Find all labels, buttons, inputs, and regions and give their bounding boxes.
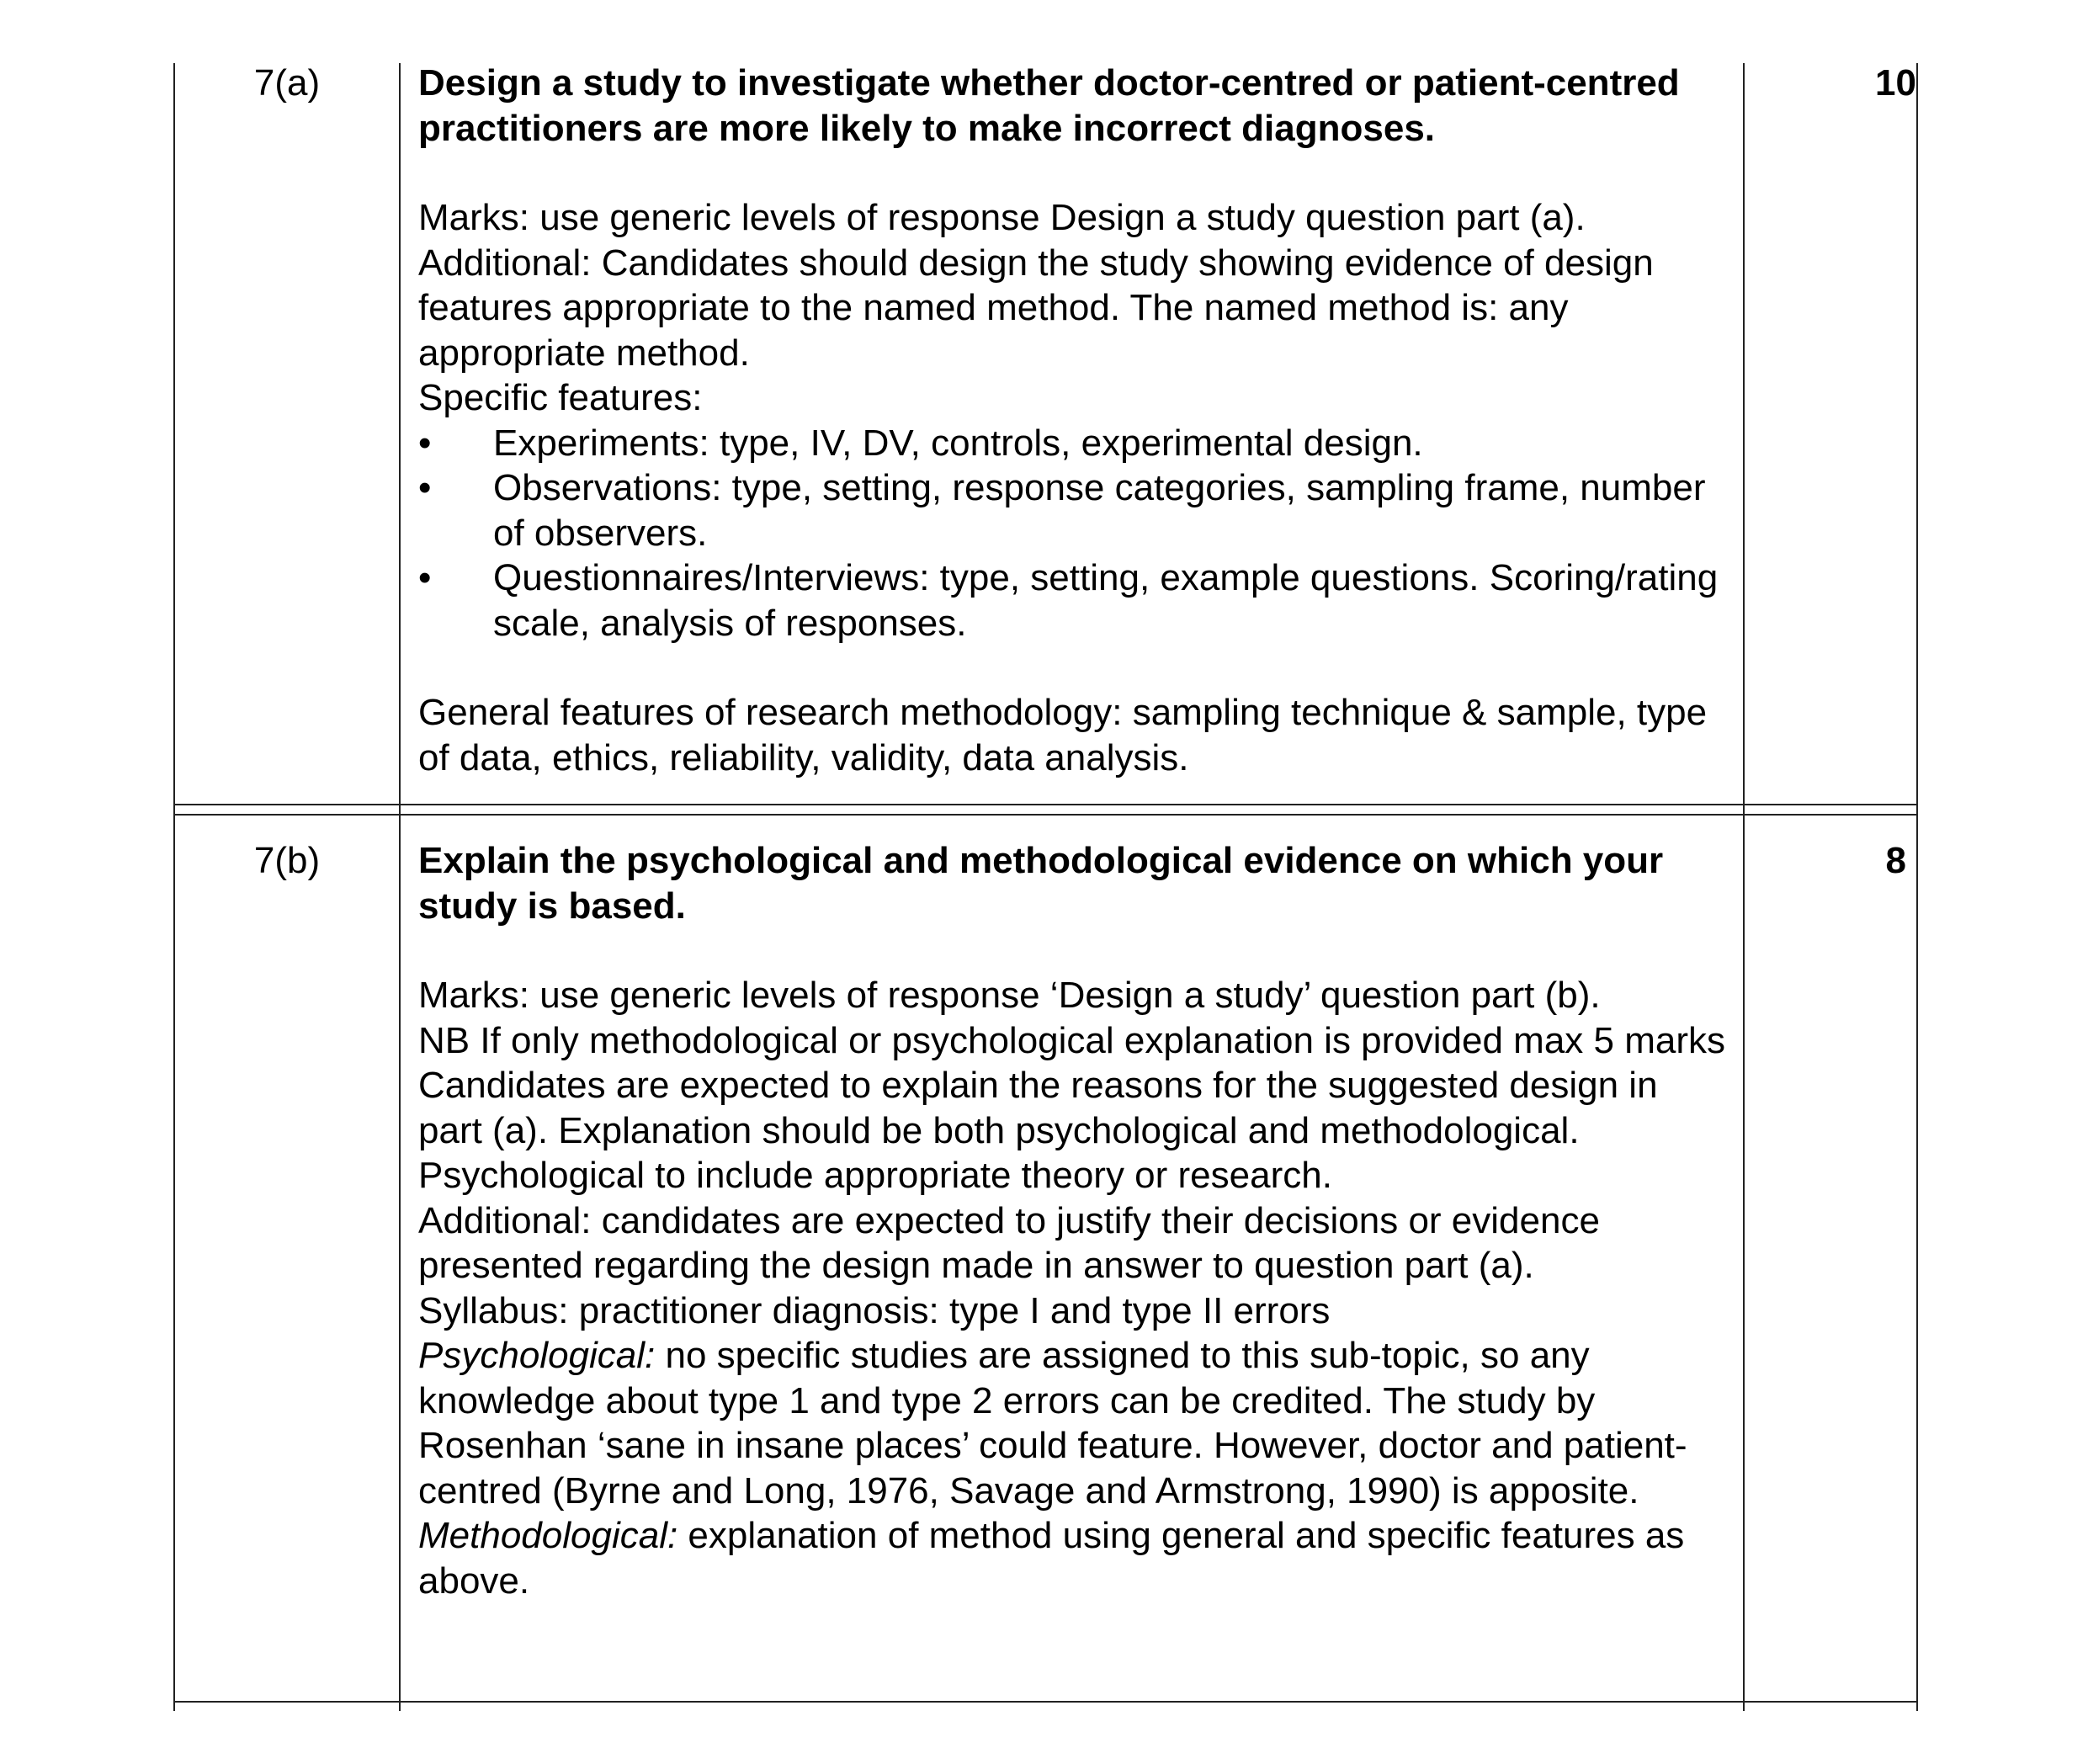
question-number: 7(a) [253,62,321,104]
guidance-line: NB If only methodological or psychological explanation is provided max 5 marks [418,1019,1725,1061]
specific-features-list [418,421,1731,646]
question-number: 7(b) [253,840,321,881]
psychological-text: no specific studies are assigned to this sub-topic, so any knowledge about type 1 and type 2 errors can be credited. The study by Rosenhan ‘sane in insane places’ could feature. However, doctor and patient-centred (Byrne and Long, 1976, Savage and Armstrong, 1990) is apposite. [418,1335,1687,1512]
table-border-left [173,63,175,1711]
psychological-label: Psychological: [418,1335,656,1376]
row-separator-top [173,804,1918,805]
guidance-line: Specific features: [418,377,703,418]
answer-cell [418,838,1731,1603]
guidance-line: Marks: use generic levels of response Design a study question part (a). [418,197,1586,238]
table-border-bottom [173,1701,1918,1703]
marks-value: 10 [1875,62,1916,104]
marks-value: 8 [1885,840,1906,881]
list-item: • Observations: type, setting, response categories, sampling frame, number of observers. [418,465,1731,555]
methodological-label: Methodological: [418,1515,678,1556]
guidance-line: Additional: candidates are expected to justify their decisions or evidence presented regarding the design made in answer to question part (a). [418,1199,1600,1286]
guidance-line: Candidates are expected to explain the reasons for the suggested design in part (a). Explanation should be both psychological and methodological. [418,1065,1658,1151]
column-divider-1 [399,63,401,1711]
psychological-paragraph [418,1333,1731,1513]
methodological-paragraph [418,1513,1731,1603]
general-features-text: General features of research methodology: sampling technique & sample, type of data, ethics, reliability, validity, data analysis. [418,692,1708,778]
question-text: Explain the psychological and methodological evidence on which your study is based. [418,840,1664,927]
table-border-right [1916,63,1918,1711]
list-item: • Questionnaires/Interviews: type, setting, example questions. Scoring/rating scale, analysis of responses. [418,555,1731,646]
guidance-line: Additional: Candidates should design the study showing evidence of design features appropriate to the named method. The named method is: any appropriate method. [418,242,1654,374]
row-separator-bottom [173,814,1918,816]
list-item: • Experiments: type, IV, DV, controls, experimental design. [418,421,1731,466]
answer-cell [418,61,1731,780]
column-divider-2 [1743,63,1745,1711]
guidance-line: Marks: use generic levels of response ‘Design a study’ question part (b). [418,975,1601,1016]
guidance-line: Psychological to include appropriate theory or research. [418,1155,1332,1196]
question-text: Design a study to investigate whether doctor-centred or patient-centred practitioners are more likely to make incorrect diagnoses. [418,62,1680,149]
guidance-line: Syllabus: practitioner diagnosis: type I and type II errors [418,1289,1331,1331]
methodological-text: explanation of method using general and specific features as above. [418,1515,1685,1602]
